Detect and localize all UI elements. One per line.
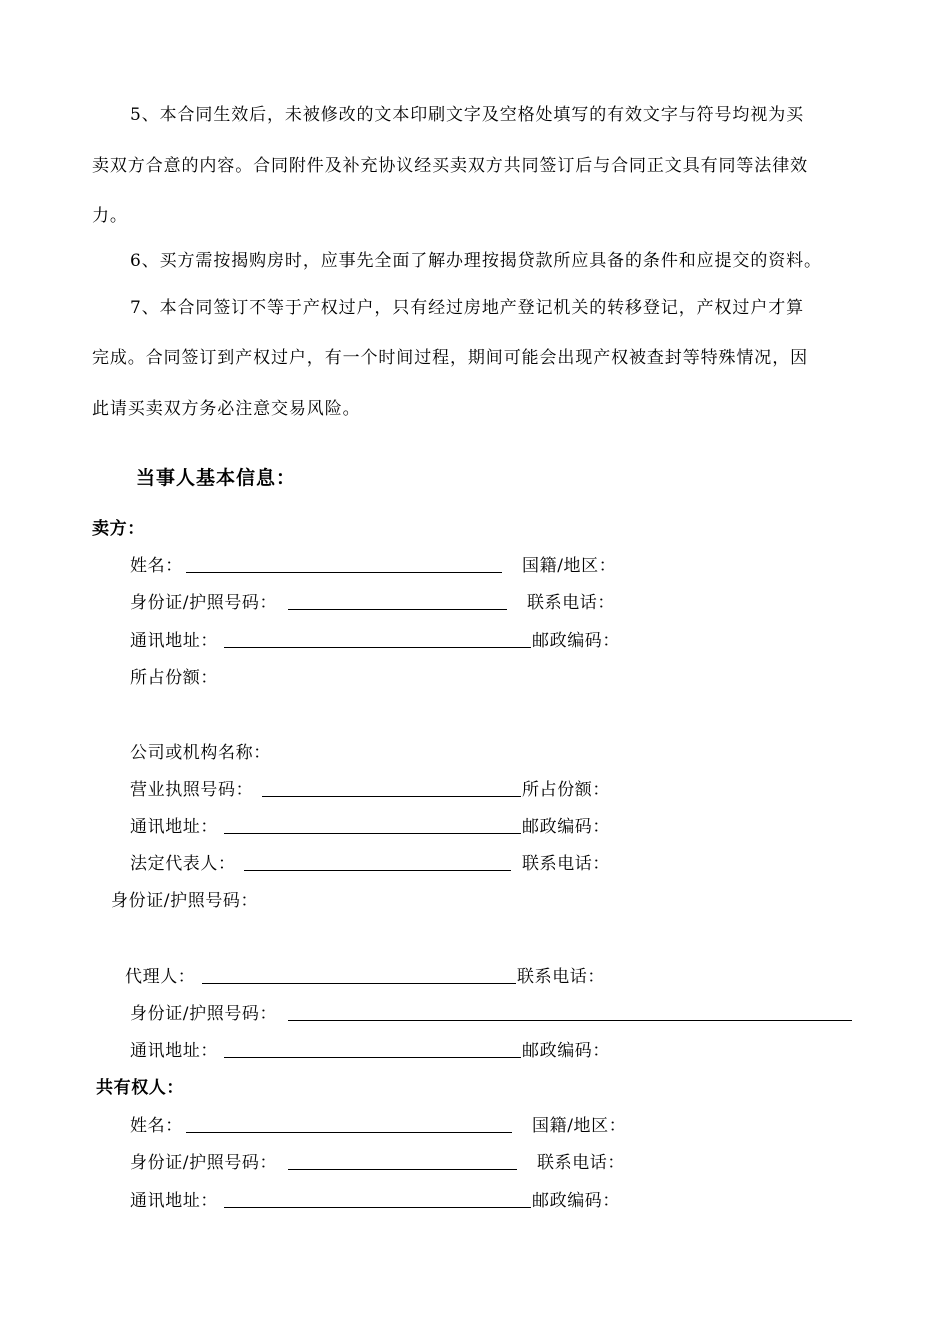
- company-rep-label: 法定代表人：: [130, 854, 236, 874]
- agent-postcode-label: 邮政编码：: [522, 1041, 610, 1061]
- agent-id-label: 身份证/护照号码：: [130, 1004, 278, 1024]
- seller-id-label: 身份证/护照号码：: [130, 593, 278, 613]
- company-id-label: 身份证/护照号码：: [111, 891, 259, 911]
- seller-address-label: 通讯地址：: [130, 631, 218, 651]
- company-rep-field[interactable]: [244, 870, 511, 871]
- agent-address-label: 通讯地址：: [130, 1041, 218, 1061]
- company-phone-label: 联系电话：: [522, 854, 610, 874]
- company-address-label: 通讯地址：: [130, 817, 218, 837]
- seller-section-title: 卖方：: [92, 519, 145, 539]
- agent-name-field[interactable]: [202, 983, 516, 984]
- seller-phone-label: 联系电话：: [527, 593, 615, 613]
- co-owner-phone-label: 联系电话：: [537, 1153, 625, 1173]
- co-owner-nationality-label: 国籍/地区：: [532, 1116, 627, 1136]
- agent-label: 代理人：: [125, 967, 196, 987]
- clause-5-line-3: 力。: [92, 206, 128, 226]
- co-owner-address-field[interactable]: [224, 1207, 531, 1208]
- seller-address-field[interactable]: [224, 647, 531, 648]
- agent-phone-label: 联系电话：: [517, 967, 605, 987]
- co-owner-address-label: 通讯地址：: [130, 1191, 218, 1211]
- clause-5-line-2: 卖双方合意的内容。合同附件及补充协议经买卖双方共同签订后与合同正文具有同等法律效: [92, 156, 808, 176]
- company-postcode-label: 邮政编码：: [522, 817, 610, 837]
- co-owner-name-label: 姓名：: [130, 1116, 183, 1136]
- parties-info-heading: 当事人基本信息：: [136, 467, 297, 489]
- co-owner-id-field[interactable]: [288, 1169, 517, 1170]
- seller-id-field[interactable]: [288, 609, 507, 610]
- agent-address-field[interactable]: [224, 1057, 521, 1058]
- seller-nationality-label: 国籍/地区：: [522, 556, 617, 576]
- agent-id-field[interactable]: [288, 1020, 852, 1021]
- seller-postcode-label: 邮政编码：: [532, 631, 620, 651]
- clause-7-line-1: 7、本合同签订不等于产权过户，只有经过房地产登记机关的转移登记，产权过户才算: [130, 298, 805, 318]
- co-owner-postcode-label: 邮政编码：: [532, 1191, 620, 1211]
- company-name-label: 公司或机构名称：: [130, 743, 271, 763]
- company-license-label: 营业执照号码：: [130, 780, 254, 800]
- co-owner-name-field[interactable]: [186, 1132, 512, 1133]
- co-owner-id-label: 身份证/护照号码：: [130, 1153, 278, 1173]
- clause-5-line-1: 5、本合同生效后，未被修改的文本印刷文字及空格处填写的有效文字与符号均视为买: [130, 105, 805, 125]
- seller-name-field[interactable]: [186, 572, 502, 573]
- seller-share-label: 所占份额：: [130, 668, 218, 688]
- company-license-field[interactable]: [262, 796, 521, 797]
- clause-7-line-3: 此请买卖双方务必注意交易风险。: [92, 399, 361, 419]
- co-owner-section-title: 共有权人：: [96, 1078, 184, 1098]
- clause-7-line-2: 完成。合同签订到产权过户，有一个时间过程，期间可能会出现产权被查封等特殊情况，因: [92, 348, 808, 368]
- company-share-label: 所占份额：: [522, 780, 610, 800]
- clause-6-line-1: 6、买方需按揭购房时，应事先全面了解办理按揭贷款所应具备的条件和应提交的资料。: [130, 251, 822, 271]
- company-address-field[interactable]: [224, 833, 521, 834]
- seller-name-label: 姓名：: [130, 556, 183, 576]
